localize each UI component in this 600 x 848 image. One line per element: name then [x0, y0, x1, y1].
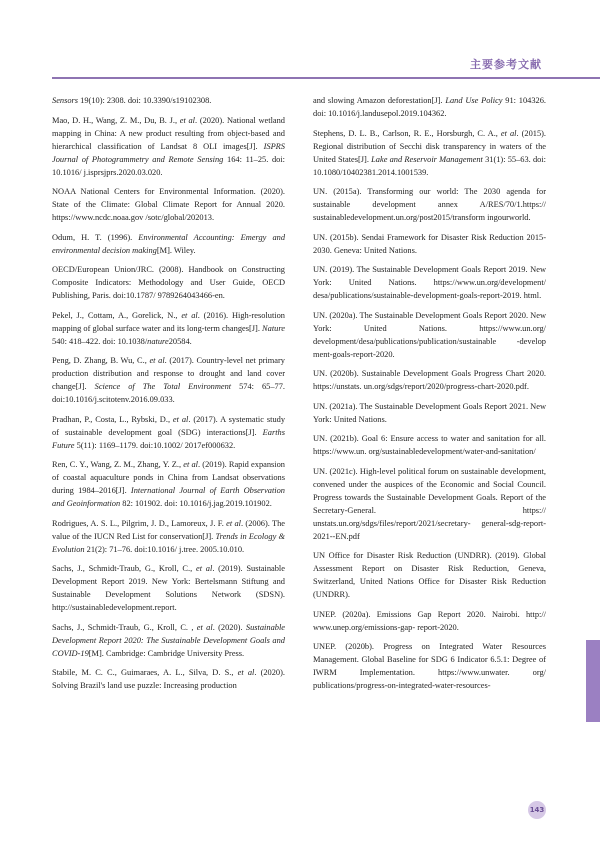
reference-text: Peng, D. Zhang, B. Wu, C., — [52, 356, 150, 365]
reference-entry — [52, 94, 285, 107]
reference-text: UN. (2015b). Sendai Framework for Disaster Risk Reduction 2015-2030. Geneva: United Nations. — [313, 232, 546, 255]
reference-text: 574: 65–77. doi:10.1016/j.scitotenv.2016.09.033. — [52, 382, 286, 404]
reference-text: UNEP. (2020b). Progress on Integrated Water Resources Management. Global Baseline for SDG 6 Indicator 6.5.1: Degree of IWRM Implementation. https://www.unwater. org/ publications/progress-on-integrated-water-resources- — [313, 642, 546, 690]
reference-italic-text: Land Use Policy — [445, 96, 503, 105]
reference-entry — [313, 231, 546, 257]
reference-text: . (2006). The value of the IUCN Red List for conservation[J]. — [52, 518, 286, 541]
reference-italic-text: et al — [183, 460, 199, 469]
reference-italic-text: Sensors — [52, 96, 79, 105]
reference-italic-text: et al — [181, 310, 198, 320]
reference-italic-text: et al — [149, 356, 165, 365]
reference-text: 164: 11–25. doi: 10.1016/ j.isprsjprs.2020.03.020. — [52, 154, 285, 177]
reference-text: UNEP. (2020a). Emissions Gap Report 2020. Nairobi. http:// www.unep.org/emissions-gap- report-2020. — [313, 609, 546, 632]
reference-text: 19(10): 2308. doi: 10.3390/s19102308. — [78, 96, 212, 105]
reference-text: . (2015). Regional distribution of Secchi disk transparency in waters of the United States[J]. — [313, 128, 547, 164]
reference-italic-text: et al — [195, 564, 213, 573]
reference-italic-text: nature — [147, 336, 169, 346]
reference-italic-text: Sustainable Development Report 2020: The Sustainable Development Goals and COVID-19 — [52, 622, 285, 658]
reference-italic-text: Earths Future — [52, 427, 285, 450]
page-number: 143 — [528, 801, 546, 819]
reference-text: Mao, D. H., Wang, Z. M., Du, B. J., — [52, 115, 180, 125]
reference-text: . (2020). Solving Brazil's land use puzzle: Increasing production — [52, 668, 286, 690]
reference-entry — [313, 549, 546, 601]
reference-entry — [313, 185, 546, 224]
reference-italic-text: Trends in Ecology & Evolution — [52, 531, 286, 554]
reference-text: 82: 101902. doi: 10.1016/j.jag.2019.101902. — [120, 499, 272, 508]
reference-text: 20584. — [168, 336, 192, 346]
references-right-column — [313, 94, 546, 699]
reference-italic-text: Nature — [262, 323, 285, 333]
reference-entry — [52, 413, 285, 452]
reference-entry — [313, 127, 546, 179]
reference-entry — [52, 666, 285, 692]
reference-italic-text: et al — [172, 414, 189, 424]
chapter-side-tab — [586, 640, 600, 722]
reference-text: Sachs, J., Schmidt-Traub, G., Kroll, C., — [52, 564, 196, 573]
reference-entry — [313, 432, 546, 458]
reference-text: 5(11): 1169–1179. doi:10.1002/ 2017ef000632. — [74, 440, 236, 450]
reference-entry — [313, 640, 546, 692]
reference-text: UN. (2015a). Transforming our world: The 2030 agenda for sustainable development annex A/RES/70/1.https:// sustainabledevelopment.un.org/post2015/transform ingourworld. — [313, 187, 546, 222]
reference-italic-text: et al — [500, 128, 517, 138]
reference-italic-text: et al — [179, 115, 196, 125]
reference-text: Stephens, D. L. B., Carlson, R. E., Horsburgh, C. A., — [313, 128, 501, 138]
reference-text: Pekel, J., Cottam, A., Gorelick, N., — [52, 310, 182, 320]
reference-text: . (2017). A systematic study of sustainable development goal (SDG) interactions[J]. — [52, 414, 286, 437]
reference-text: 31(1): 55–63. doi: 10.1080/10402381.2014.1001539. — [313, 154, 546, 177]
reference-entry — [313, 263, 546, 302]
reference-entry — [52, 562, 285, 614]
reference-text: UN. (2021b). Goal 6: Ensure access to water and sanitation for all. https://www.un. org/sustainabledevelopment/water-and-sanitation/ — [313, 434, 546, 456]
reference-entry — [52, 309, 285, 348]
reference-text: Sachs, J., Schmidt-Traub, G., Kroll, C. , — [52, 622, 197, 632]
reference-entry — [52, 231, 285, 257]
reference-text: UN. (2019). The Sustainable Development Goals Report 2019. New York: United Nations. https://www.un.org/development/ desa/publications/sustainable-development-goals-report-2019. html. — [313, 265, 546, 300]
reference-entry — [313, 367, 546, 393]
reference-text: . (2016). High-resolution mapping of global surface water and its long-term changes[J]. — [52, 310, 285, 333]
reference-entry — [313, 94, 546, 120]
reference-entry — [52, 621, 285, 660]
reference-entry — [52, 263, 285, 302]
reference-text: . (2017). Country-level net primary production distribution and response to drought and land cover change[J]. — [52, 356, 285, 391]
reference-text: . (2020). — [212, 622, 246, 632]
reference-entry — [313, 309, 546, 361]
reference-text: [M]. Wiley. — [156, 245, 196, 255]
reference-italic-text: et al — [226, 518, 241, 528]
reference-text: 540: 418–422. doi: 10.1038/ — [52, 336, 148, 346]
reference-text: OECD/European Union/JRC. (2008). Handbook on Constructing Composite Indicators: Methodology and User Guide, OECD Publishing, Paris. doi:10.1787/ 9789264043466-en. — [52, 265, 285, 300]
section-title: 主要参考文献 — [470, 58, 542, 71]
references-left-column — [52, 94, 285, 699]
reference-entry — [52, 458, 285, 510]
reference-text: UN. (2020b). Sustainable Development Goals Progress Chart 2020. https://unstats. un.org/sdgs/report/2020/progress-chart-2020.pdf. — [313, 369, 546, 391]
reference-entry — [52, 517, 285, 556]
reference-italic-text: Lake and Reservoir Management — [371, 154, 483, 164]
header-divider — [52, 77, 600, 79]
reference-italic-text: Environmental Accounting: Emergy and environmental decision making — [52, 232, 286, 255]
reference-text: [M]. Cambridge: Cambridge University Press. — [88, 648, 245, 658]
reference-italic-text: et al — [196, 622, 213, 632]
reference-text: . (2020). National wetland mapping in China: A new product resulting from object-based and hierarchical classification of Landsat 8 OLI images[J]. — [52, 115, 285, 151]
reference-italic-text: ISPRS Journal of Photogrammetry and Remote Sensing — [52, 141, 285, 164]
reference-text: UN. (2020a). The Sustainable Development Goals Report 2020. New York: United Nations. https://www.un.org/ development/desa/publications/publication/sustainable -develop ment-goals-report-2020. — [313, 310, 546, 359]
reference-text: UN. (2021a). The Sustainable Development Goals Report 2021. New York: United Nations. — [313, 401, 546, 424]
reference-text: Stabile, M. C. C., Guimaraes, A. L., Silva, D. S., — [52, 668, 238, 677]
reference-text: Rodrigues, A. S. L., Pilgrim, J. D., Lamoreux, J. F. — [52, 518, 227, 528]
reference-text: UN Office for Disaster Risk Reduction (UNDRR). (2019). Global Assessment Report on Disaster Risk Reduction, Geneva, Switzerland, United Nations Office for Disaster Risk Reduction (UNDRR). — [313, 551, 546, 599]
reference-entry — [52, 185, 285, 224]
reference-entry — [313, 465, 546, 543]
reference-text: Pradhan, P., Costa, L., Rybski, D., — [52, 414, 173, 424]
reference-text: NOAA National Centers for Environmental Information. (2020). State of the Climate: Global Climate Report for Annual 2020. https://www.ncdc.noaa.gov /sotc/global/202013. — [52, 187, 285, 222]
reference-text: and slowing Amazon deforestation[J]. — [313, 96, 446, 105]
reference-text: 21(2): 71–76. doi:10.1016/ j.tree. 2005.10.010. — [84, 544, 245, 554]
reference-text: . (2019). Rapid expansion of coastal aquaculture ponds in China from Landsat observations during 1984–2016[J]. — [52, 460, 285, 495]
reference-italic-text: et al — [237, 668, 255, 677]
reference-text: . (2019). Sustainable Development Report 2019. New York: Bertelsmann Stiftung and Sustainable Development Solutions Network (SDSN). http://sustainabledevelopment.report. — [52, 564, 285, 612]
reference-italic-text: Science of The Total Environment — [94, 382, 232, 391]
reference-italic-text: International Journal of Earth Observation and Geoinformation — [52, 486, 285, 508]
reference-entry — [313, 608, 546, 634]
reference-entry — [313, 400, 546, 426]
reference-text: UN. (2021c). High-level political forum on sustainable development, convened under the auspices of the Economic and Social Council. Progress towards the Sustainable Development Goals. Report of the Secretary-General. https:// unstats.un.org/sdgs/files/report/2021/secretary- general-sdg-report-2021--EN.pdf — [313, 466, 546, 541]
reference-entry — [52, 354, 285, 406]
reference-text: Odum, H. T. (1996). — [52, 232, 139, 242]
reference-text: 91: 104326. doi: 10.1016/j.landusepol.2019.104362. — [313, 96, 546, 118]
reference-text: Ren, C. Y., Wang, Z. M., Zhang, Y. Z., — [52, 460, 184, 469]
reference-entry — [52, 114, 285, 179]
